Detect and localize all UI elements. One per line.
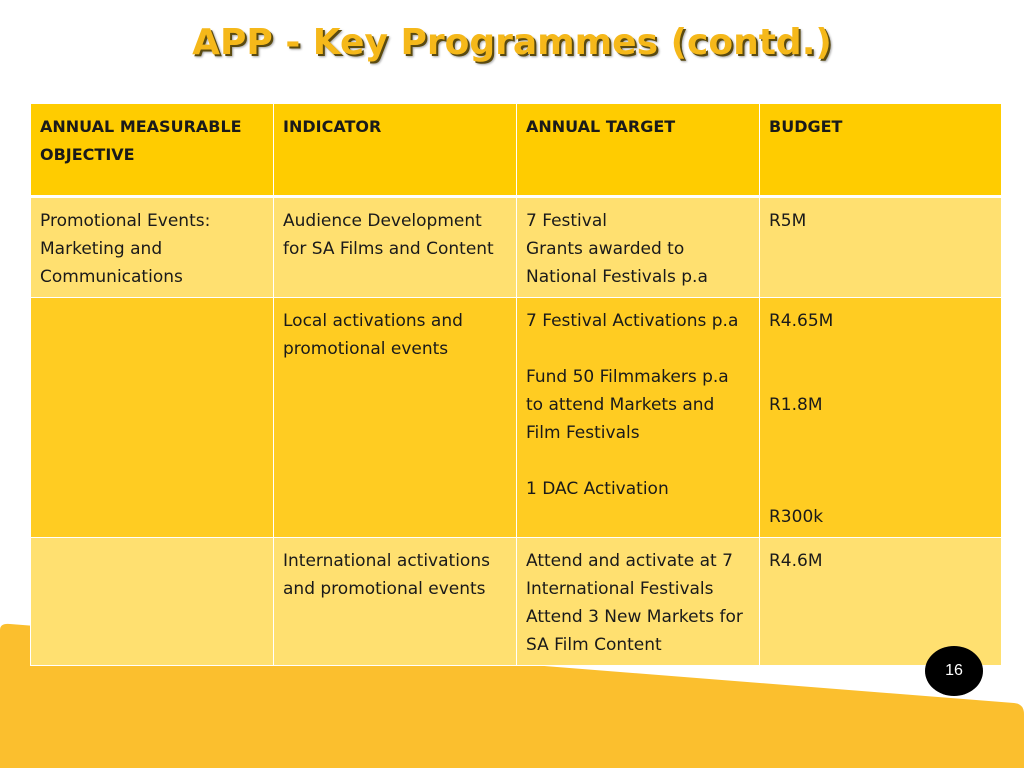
cell-budget (760, 197, 1002, 298)
header-objective: ANNUAL MEASURABLE OBJECTIVE (31, 104, 274, 197)
target-line: Fund 50 Filmmakers p.a to attend Markets and Film Festivals (526, 367, 729, 443)
budget-value: R4.65M (769, 311, 834, 331)
target-line: 7 Festival Activations p.a (526, 311, 739, 331)
header-budget: BUDGET (760, 104, 1002, 197)
header-annual-target: ANNUAL TARGET (517, 104, 760, 197)
cell-objective (31, 538, 274, 666)
table-header-row (31, 104, 1002, 197)
budget-value: R300k (769, 507, 824, 527)
target-line: 1 DAC Activation (526, 479, 669, 499)
header-indicator: INDICATOR (274, 104, 517, 197)
cell-annual-target (517, 298, 760, 538)
cell-indicator: Local activations and promotional events (274, 298, 517, 538)
cell-annual-target (517, 538, 760, 666)
page-number-badge: 16 (925, 646, 983, 696)
slide-title: APP - Key Programmes (contd.) (192, 22, 832, 63)
table-row (31, 197, 1002, 298)
budget-value: R5M (769, 211, 807, 231)
budget-value: R1.8M (769, 395, 823, 415)
cell-indicator: Audience Development for SA Films and Content (274, 197, 517, 298)
cell-budget (760, 538, 1002, 666)
table-row (31, 538, 1002, 666)
cell-budget (760, 298, 1002, 538)
table-row (31, 298, 1002, 538)
cell-annual-target (517, 197, 760, 298)
key-programmes-table (30, 103, 1002, 666)
target-line: Attend and activate at 7 International Festivals (526, 551, 733, 599)
budget-value: R4.6M (769, 551, 823, 571)
cell-objective: Promotional Events: Marketing and Communications (31, 197, 274, 298)
cell-indicator: International activations and promotional events (274, 538, 517, 666)
cell-objective (31, 298, 274, 538)
target-line: 7 Festival (526, 211, 607, 231)
target-line: Grants awarded to National Festivals p.a (526, 239, 708, 287)
target-line: Attend 3 New Markets for SA Film Content (526, 607, 743, 655)
